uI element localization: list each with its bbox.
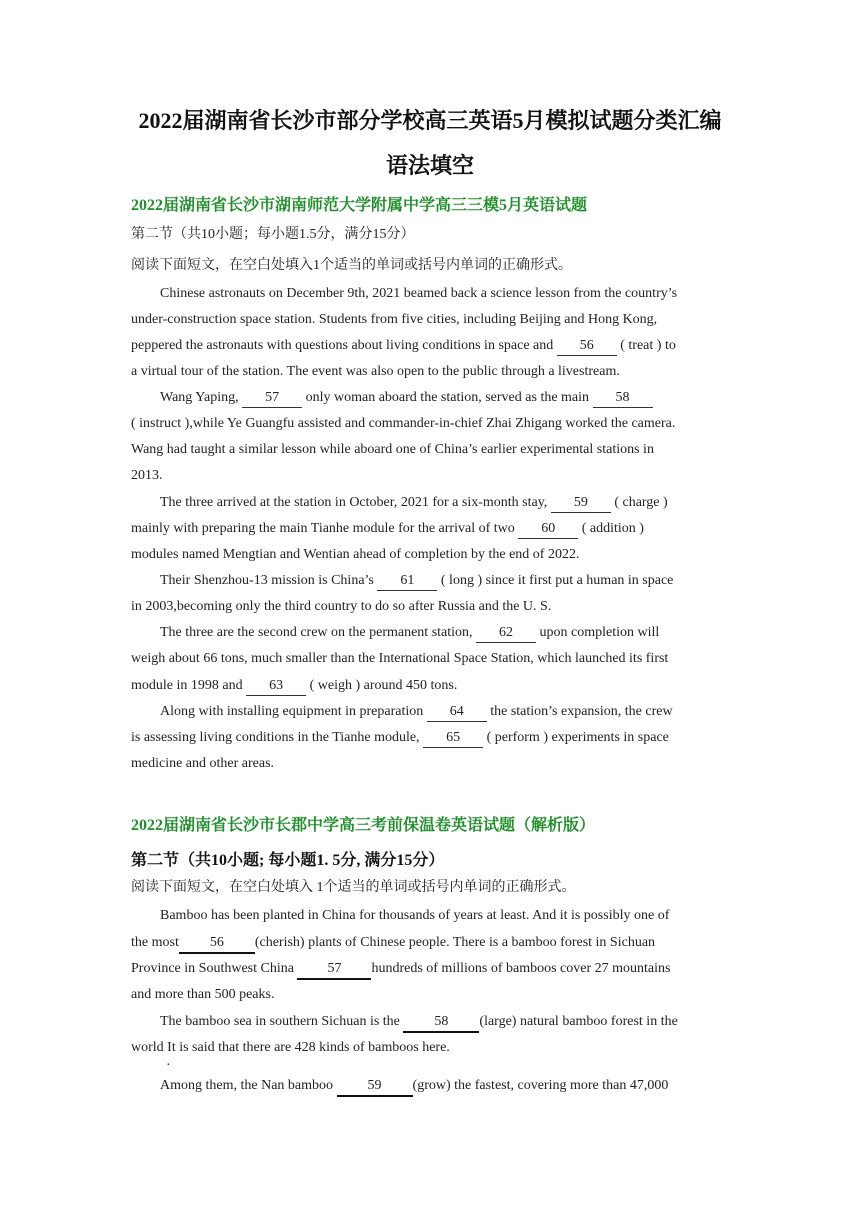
passage1-line [160, 385, 760, 411]
section1-part: 第二节（共10小题；每小题1.5分，满分15分） [131, 227, 415, 242]
passage2-line [160, 1009, 760, 1035]
blank-59[interactable]: 59 [551, 494, 611, 513]
passage2-line [131, 956, 731, 982]
text-run: ( charge ) [610, 495, 668, 510]
text-run: Province in Southwest China [131, 961, 298, 976]
passage2-line: Bamboo has been planted in China for thousands of years at least. And it is possibly one of [160, 908, 670, 923]
text-run: ( treat ) to [616, 338, 676, 353]
blank-63[interactable]: 63 [246, 677, 306, 696]
text-run: peppered the astronauts with questions about living conditions in space and [131, 338, 557, 353]
passage1-line [160, 490, 760, 516]
passage1-line [131, 673, 731, 699]
section1-instruction: 阅读下面短文，在空白处填入1个适当的单词或括号内单词的正确形式。 [131, 258, 572, 273]
section1-heading: 2022届湖南省长沙市湖南师范大学附属中学高三三模5月英语试题 [131, 197, 588, 214]
document-title: 2022届湖南省长沙市部分学校高三英语5月模拟试题分类汇编 [138, 108, 722, 133]
blank-56[interactable]: 56 [179, 934, 255, 954]
passage1-line [160, 620, 760, 646]
blank-61[interactable]: 61 [377, 572, 437, 591]
passage2-line: and more than 500 peaks. [131, 987, 275, 1002]
text-run: hundreds of millions of bamboos cover 27 mountains [371, 961, 671, 976]
text-run: Wang Yaping, [160, 390, 243, 405]
blank-60[interactable]: 60 [518, 520, 578, 539]
passage1-line: weigh about 66 tons, much smaller than the International Space Station, which launched its first [131, 651, 669, 666]
text-run: ( long ) since it first put a human in space [437, 573, 674, 588]
passage1-line [131, 725, 731, 751]
blank-57[interactable]: 57 [242, 389, 302, 408]
text-run: ( addition ) [578, 521, 644, 536]
passage2-line: world It is said that there are 428 kinds of bamboos here. [131, 1040, 450, 1055]
passage1-line: Wang had taught a similar lesson while aboard one of China’s earlier experimental stations in [131, 442, 654, 457]
text-run: Among them, the Nan bamboo [160, 1078, 337, 1093]
section2-instruction: 阅读下面短文，在空白处填入 1个适当的单词或括号内单词的正确形式。 [131, 880, 576, 895]
blank-64[interactable]: 64 [427, 703, 487, 722]
text-run: (large) natural bamboo forest in the [479, 1014, 678, 1029]
text-run: The three arrived at the station in October, 2021 for a six-month stay, [160, 495, 551, 510]
passage1-line: in 2003,becoming only the third country to do so after Russia and the U. S. [131, 599, 552, 614]
passage1-line: medicine and other areas. [131, 756, 275, 771]
document-subtitle: 语法填空 [385, 153, 474, 178]
section2-heading: 2022届湖南省长沙市长郡中学高三考前保温卷英语试题（解析版） [131, 817, 596, 834]
text-run: module in 1998 and [131, 678, 247, 693]
passage1-line: under-construction space station. Students from five cities, including Beijing and Hong Kong, [131, 312, 658, 327]
text-run: the station’s expansion, the crew [486, 704, 673, 719]
text-run: upon completion will [536, 625, 660, 640]
text-run: only woman aboard the station, served as the main [302, 390, 593, 405]
blank-62[interactable]: 62 [476, 624, 536, 643]
text-run: ( perform ) experiments in space [483, 730, 669, 745]
text-run: mainly with preparing the main Tianhe module for the arrival of two [131, 521, 519, 536]
passage1-line: a virtual tour of the station. The event was also open to the public through a livestream. [131, 364, 620, 379]
passage2-line [160, 1073, 760, 1099]
text-run: (cherish) plants of Chinese people. There is a bamboo forest in Sichuan [254, 935, 656, 950]
passage2-line [131, 930, 731, 956]
passage1-line: Chinese astronauts on December 9th, 2021 beamed back a science lesson from the country’s [160, 286, 678, 301]
blank-59[interactable]: 59 [337, 1077, 413, 1097]
passage1-line [160, 568, 760, 594]
text-run: The three are the second crew on the permanent station, [160, 625, 477, 640]
text-run: the most [131, 935, 179, 950]
stray-dot: · [166, 1058, 171, 1073]
blank-56[interactable]: 56 [557, 337, 617, 356]
text-run: (grow) the fastest, covering more than 47,000 [412, 1078, 669, 1093]
blank-58[interactable]: 58 [593, 389, 653, 408]
passage1-line: 2013. [131, 468, 163, 483]
text-run: Along with installing equipment in preparation [160, 704, 427, 719]
blank-57[interactable]: 57 [297, 960, 371, 980]
blank-58[interactable]: 58 [403, 1013, 479, 1033]
passage1-line: modules named Mengtian and Wentian ahead of completion by the end of 2022. [131, 547, 580, 562]
passage1-line [131, 333, 731, 359]
text-run: is assessing living conditions in the Tianhe module, [131, 730, 424, 745]
blank-65[interactable]: 65 [423, 729, 483, 748]
text-run: The bamboo sea in southern Sichuan is the [160, 1014, 404, 1029]
passage1-line [131, 516, 731, 542]
text-run: Their Shenzhou-13 mission is China’s [160, 573, 378, 588]
section2-part: 第二节（共10小题; 每小题1. 5分, 满分15分） [131, 852, 445, 869]
passage1-line [160, 699, 760, 725]
text-run: ( weigh ) around 450 tons. [306, 678, 458, 693]
passage1-line: ( instruct ),while Ye Guangfu assisted and commander-in-chief Zhai Zhigang worked the camera. [131, 416, 676, 431]
